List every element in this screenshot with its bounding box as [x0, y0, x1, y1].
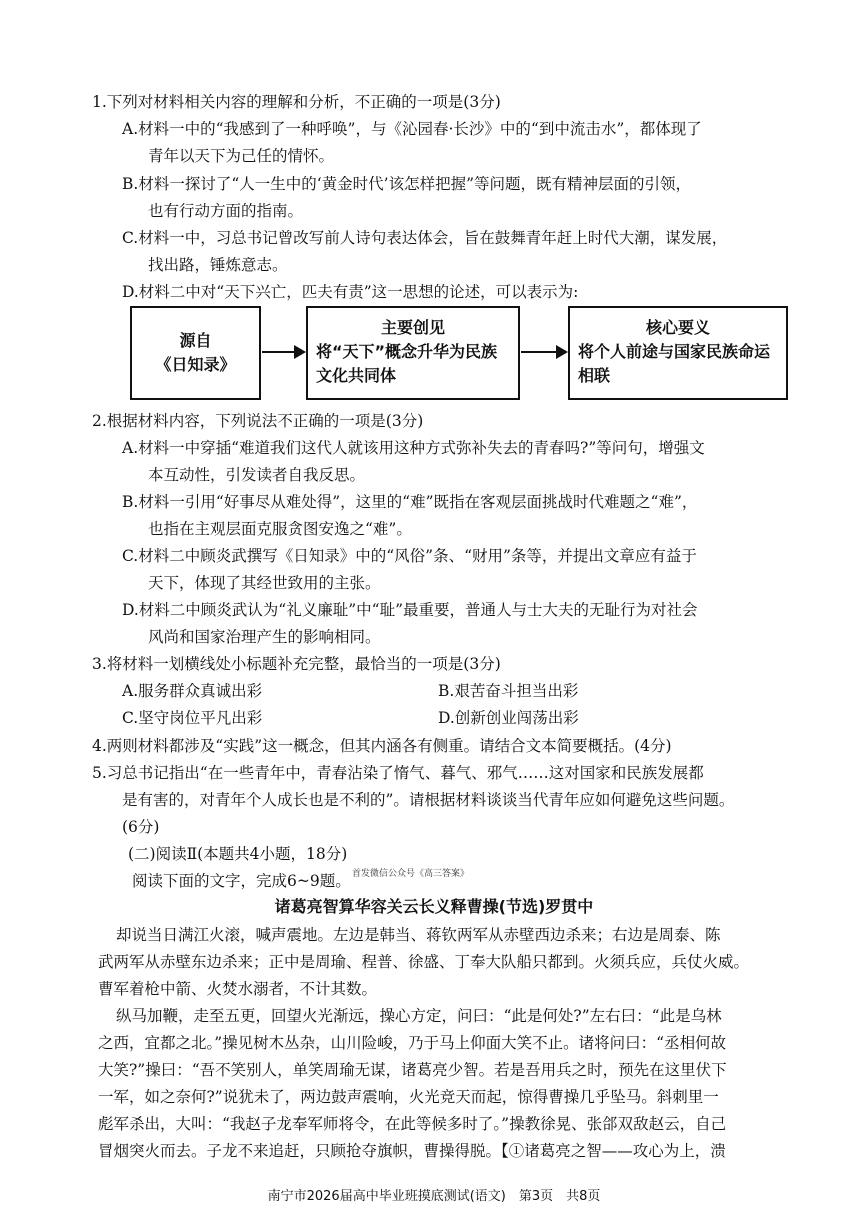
q1-stem: 1.下列对材料相关内容的理解和分析，不正确的一项是(3分): [92, 93, 501, 111]
flow-box-insight-text-1: 将“天下”概念升华为民族: [316, 342, 498, 361]
flow-box-source: [130, 306, 261, 400]
flow-box-insight-label: 主要创见: [380, 318, 445, 337]
q1-option-a: A.材料一中的“我感到了一种呼唤”，与《沁园春·长沙》中的“到中流击水”，都体现了: [122, 120, 702, 138]
flow-box-core-text-1: 将个人前途与国家民族命运: [578, 342, 771, 361]
flow-box-source-text: 《日知录》: [155, 355, 236, 374]
q5-stem: 5.习总书记指出“在一些青年中，青春沾染了惰气、暮气、邪气……这对国家和民族发展都: [92, 764, 704, 782]
q1-option-a-cont: 青年以天下为己任的情怀。: [148, 147, 335, 165]
watermark-text: 首发微信公众号《高三答案》: [352, 869, 470, 879]
flow-box-insight: [306, 306, 520, 400]
q3-option-a: A.服务群众真诚出彩: [122, 682, 263, 700]
page-footer: 南宁市2026届高中毕业班摸底测试(语文) 第3页 共8页: [267, 1189, 601, 1204]
q2-option-d-cont: 风尚和国家治理产生的影响相同。: [148, 628, 381, 646]
flow-box-insight-text-2: 文化共同体: [316, 366, 397, 385]
q3-option-b: B.艰苦奋斗担当出彩: [438, 682, 579, 700]
flow-arrow-2: [521, 351, 566, 353]
q2-option-c: C.材料二中顾炎武撰写《日知录》中的“风俗”条、“财用”条等，并提出文章应有益于: [122, 547, 697, 565]
passage-line-4: 纵马加鞭，走至五更，回望火光渐远，操心方定，问曰：“此是何处?”左右曰：“此是乌林: [116, 1007, 722, 1025]
q2-option-a-cont: 本互动性，引发读者自我反思。: [148, 466, 366, 484]
passage-title: 诸葛亮智算华容关云长义释曹操(节选)罗贯中: [274, 897, 594, 916]
q5-stem-cont-2: (6分): [122, 818, 160, 836]
q1-option-b-cont: 也有行动方面的指南。: [148, 202, 304, 220]
flow-arrow-1: [262, 351, 304, 353]
q3-option-d: D.创新创业闯荡出彩: [438, 709, 579, 727]
passage-line-3: 曹军着枪中箭、火焚水溺者，不计其数。: [98, 980, 378, 998]
section-heading: (二)阅读Ⅱ(本题共4小题，18分): [128, 845, 348, 863]
q4-stem: 4.两则材料都涉及“实践”这一概念，但其内涵各有侧重。请结合文本简要概括。(4分): [92, 737, 672, 755]
q1-option-c-cont: 找出路，锤炼意志。: [148, 256, 288, 274]
passage-line-2: 武两军从赤壁东边杀来；正中是周瑜、程普、徐盛、丁奉大队船只都到。火须兵应，兵仗火威。: [98, 953, 750, 971]
section-instruction: 阅读下面的文字，完成6~9题。: [132, 872, 351, 890]
passage-line-8: 彪军杀出，大叫：“我赵子龙奉军师将令，在此等候多时了。”操教徐晃、张郃双敌赵云，自己: [98, 1115, 727, 1133]
q1-option-d: D.材料二中对“天下兴亡，匹夫有责”这一思想的论述，可以表示为:: [122, 283, 579, 301]
q2-stem: 2.根据材料内容，下列说法不正确的一项是(3分): [92, 412, 424, 430]
flow-box-core: [568, 306, 788, 400]
q3-stem: 3.将材料一划横线处小标题补充完整，最恰当的一项是(3分): [92, 655, 501, 673]
q2-option-b: B.材料一引用“好事尽从难处得”，这里的“难”既指在客观层面挑战时代难题之“难”，: [122, 493, 698, 511]
q1-option-b: B.材料一探讨了“人一生中的‘黄金时代’该怎样把握”等问题，既有精神层面的引领，: [122, 175, 692, 193]
q2-option-a: A.材料一中穿插“难道我们这代人就该用这种方式弥补失去的青春吗?”等问句，增强文: [122, 439, 705, 457]
passage-line-1: 却说当日满江火滚，喊声震地。左边是韩当、蒋钦两军从赤壁西边杀来；右边是周泰、陈: [116, 926, 721, 944]
passage-line-9: 冒烟突火而去。子龙不来追赶，只顾抢夺旗帜，曹操得脱。【①诸葛亮之智——攻心为上，溃: [98, 1142, 726, 1160]
q2-option-b-cont: 也指在主观层面克服贪图安逸之“难”。: [148, 520, 412, 538]
passage-line-5: 之西，宜都之北。”操见树木丛杂，山川险峻，乃于马上仰面大笑不止。诸将问曰：“丞相何故: [98, 1034, 727, 1052]
q2-option-c-cont: 天下，体现了其经世致用的主张。: [148, 574, 381, 592]
q1-option-c: C.材料一中，习总书记曾改写前人诗句表达体会，旨在鼓舞青年赶上时代大潮，谋发展，: [122, 229, 728, 247]
flow-box-core-text-2: 相联: [578, 366, 611, 385]
q3-option-c: C.坚守岗位平凡出彩: [122, 709, 263, 727]
passage-line-7: 一军，如之奈何?”说犹未了，两边鼓声震响，火光竞天而起，惊得曹操几乎坠马。斜刺里一: [98, 1088, 719, 1106]
q2-option-d: D.材料二中顾炎武认为“礼义廉耻”中“耻”最重要，普通人与士大夫的无耻行为对社会: [122, 601, 698, 619]
q5-stem-cont-1: 是有害的，对青年个人成长也是不利的”。请根据材料谈谈当代青年应如何避免这些问题。: [122, 791, 735, 809]
passage-line-6: 大笑?”操曰：“吾不笑别人，单笑周瑜无谋，诸葛亮少智。若是吾用兵之时，预先在这里伏下: [98, 1061, 727, 1079]
flow-box-core-label: 核心要义: [645, 318, 710, 337]
flow-box-source-label: 源自: [179, 331, 212, 350]
